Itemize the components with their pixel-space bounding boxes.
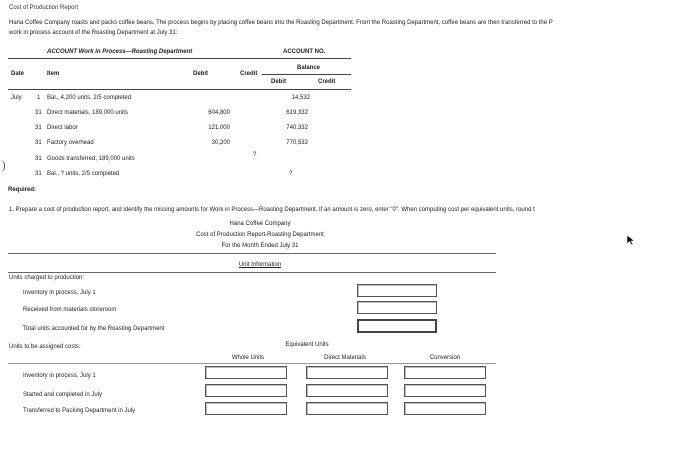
header-balance-credit: Credit <box>318 79 336 85</box>
report-period: For the Month Ended July 31 <box>221 243 299 249</box>
row-credit: ? <box>253 152 257 158</box>
balance-rule <box>262 74 351 75</box>
row-day: 1 <box>37 95 41 101</box>
row-item: Direct labor <box>47 125 78 131</box>
section-unit-information: Unit Information <box>238 262 282 268</box>
intro-line-1: Hana Coffee Company roasts and packs coffee beans. The process begins by placing coffee beans into the Roasting Department. From the Roasting Department, coffee beans are then transferred to the P <box>9 20 553 26</box>
transferred-conversion-input[interactable] <box>404 402 486 415</box>
required-instruction: 1. Prepare a cost of production report, and identify the missing amounts for Work in Process—Roasting Department. If an amount is zero, enter "0". When computing cost per equivalent units, round t <box>9 207 535 213</box>
total-units-label: Total units accounted for by the Roasting Department <box>23 326 165 332</box>
row-item: Direct materials, 189,000 units <box>47 110 129 116</box>
header-credit: Credit <box>240 71 258 77</box>
started-whole-units-input[interactable] <box>205 384 287 397</box>
header-date: Date <box>11 71 25 77</box>
row-month: July <box>11 95 22 101</box>
ledger-title: ACCOUNT Work in Process—Roasting Department <box>47 49 193 55</box>
balance-label: Balance <box>297 65 321 71</box>
row-day: 31 <box>35 110 42 116</box>
row-day: 31 <box>35 171 42 177</box>
equivalent-units-label: Equivalent Units <box>285 342 329 348</box>
units-assigned-label: Units to be assigned costs: <box>9 344 81 350</box>
row-bal-debit: 619,332 <box>286 110 308 116</box>
header-item: Item <box>47 71 60 77</box>
columns-rule <box>8 363 496 364</box>
col-direct-materials: Direct Materials <box>324 355 366 361</box>
required-label: Required: <box>8 187 37 193</box>
transferred-label: Transferred to Packing Department in July <box>23 408 136 414</box>
inv-conversion-input[interactable] <box>404 366 486 379</box>
row-day: 31 <box>35 125 42 131</box>
inv-in-process-label: Inventory in process, July 1 <box>23 373 96 379</box>
row-item: Bal., ? units, 2/5 completed <box>47 171 120 177</box>
row-item: Factory overhead <box>47 140 94 146</box>
started-materials-input[interactable] <box>306 384 388 397</box>
col-whole-units: Whole Units <box>231 355 265 361</box>
row-bal-debit: 740,332 <box>286 125 308 131</box>
row-debit: 121,000 <box>208 125 230 131</box>
started-completed-label: Started and completed in July <box>23 392 103 398</box>
header-bottom-rule <box>8 89 351 90</box>
transferred-whole-units-input[interactable] <box>205 402 287 415</box>
ledger-top-rule <box>8 58 351 59</box>
row-item: Goods transferred, 189,000 units <box>47 156 135 162</box>
total-units-input[interactable] <box>357 319 437 333</box>
header-debit: Debit <box>193 71 208 77</box>
row-bal-debit: ? <box>289 171 293 177</box>
account-no-label: ACCOUNT NO. <box>283 49 326 55</box>
page-title: Cost of Production Report <box>9 5 79 11</box>
row-day: 31 <box>35 140 42 146</box>
row-bal-debit: 770,532 <box>286 140 308 146</box>
inv-whole-units-input[interactable] <box>205 366 287 379</box>
started-conversion-input[interactable] <box>404 384 486 397</box>
section-rule <box>8 272 496 273</box>
intro-line-2: work in process account of the Roasting Department at July 31: <box>9 30 178 36</box>
report-title: Cost of Production Report-Roasting Department <box>196 232 324 238</box>
row-debit: 30,200 <box>211 140 230 146</box>
transferred-materials-input[interactable] <box>306 402 388 415</box>
row-item: Bal., 4,200 units, 2/5 completed <box>47 95 132 101</box>
report-company: Hana Coffee Company <box>229 221 291 227</box>
side-marker <box>0 160 5 172</box>
row-bal-debit: 14,532 <box>291 95 310 101</box>
units-charged-label: Units charged to production: <box>9 275 85 281</box>
inventory-july1-label: Inventory in process, July 1 <box>23 290 96 296</box>
row-debit: 604,800 <box>208 110 230 116</box>
received-input[interactable] <box>357 301 437 314</box>
header-balance-debit: Debit <box>271 79 286 85</box>
col-conversion: Conversion <box>429 355 461 361</box>
report-top-rule <box>8 253 496 254</box>
received-label: Received from materials storeroom <box>23 307 117 313</box>
inventory-july1-input[interactable] <box>357 284 437 297</box>
row-day: 31 <box>35 156 42 162</box>
inv-materials-input[interactable] <box>306 366 388 379</box>
mouse-pointer-icon <box>626 234 636 246</box>
